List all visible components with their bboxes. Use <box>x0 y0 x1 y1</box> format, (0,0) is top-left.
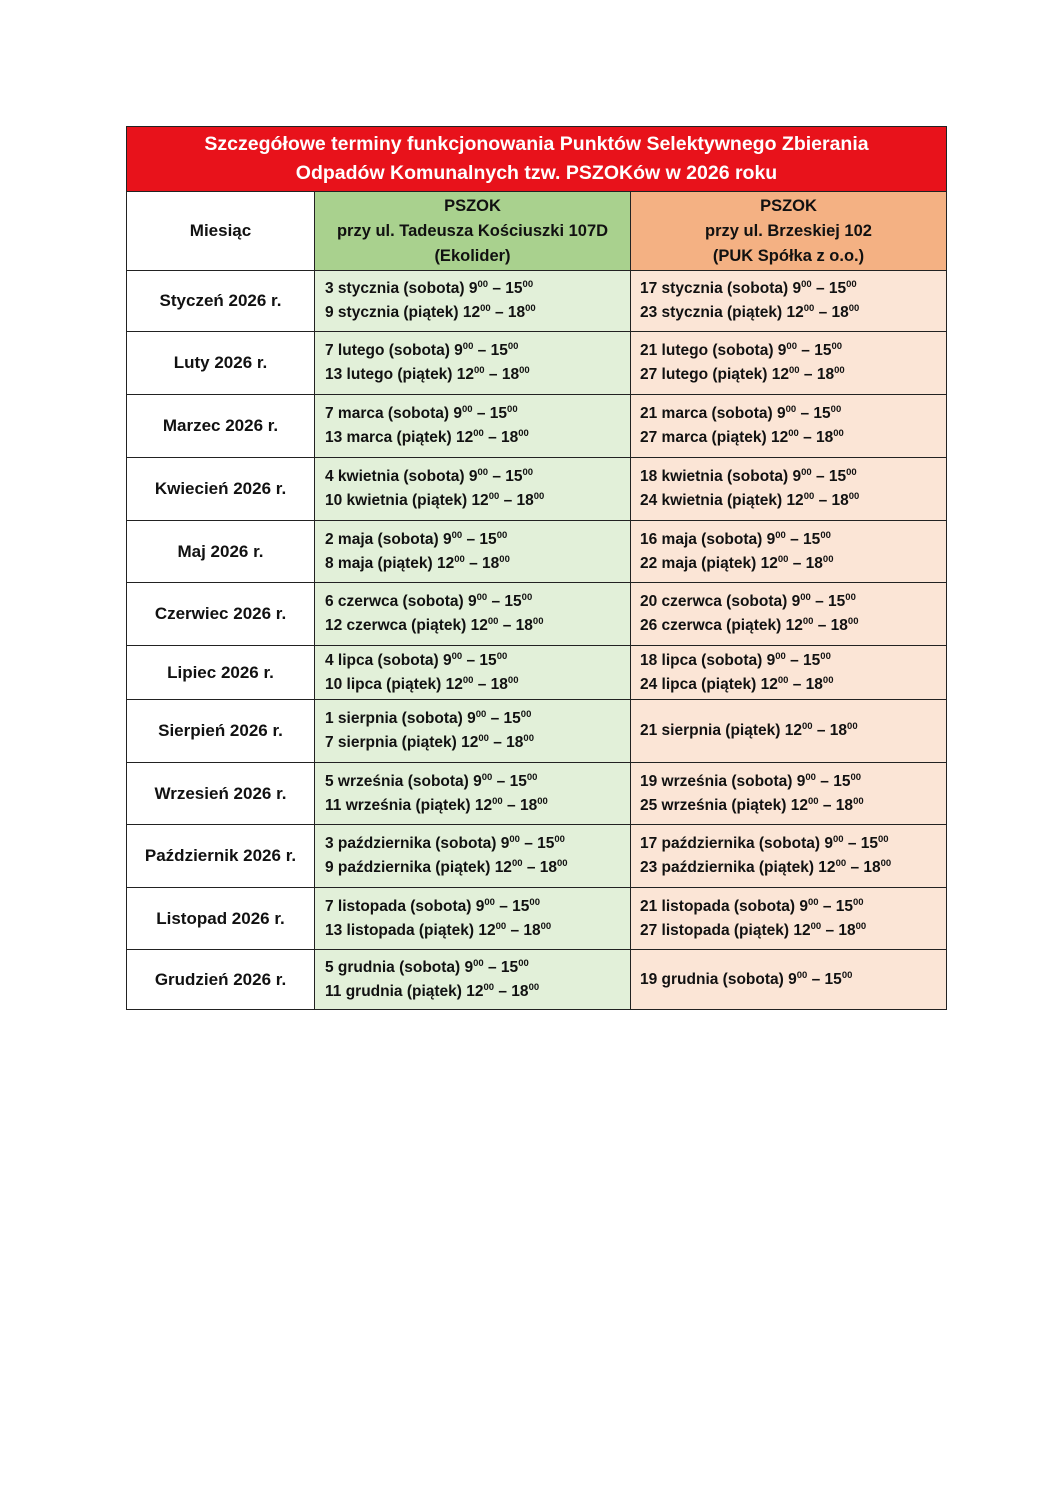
entry-text: 6 czerwca (sobota) 9 <box>325 593 477 610</box>
entry-text: 3 stycznia (sobota) 9 <box>325 280 478 297</box>
time-minutes: 00 <box>841 969 853 981</box>
entry-text: – 18 <box>498 617 533 634</box>
time-minutes: 00 <box>557 858 568 869</box>
table-row <box>127 583 947 646</box>
table-row <box>127 332 947 395</box>
entry-text: – 18 <box>814 492 849 509</box>
time-minutes: 00 <box>830 404 842 415</box>
time-minutes: 00 <box>775 529 786 541</box>
time-minutes: 00 <box>454 553 465 565</box>
time-minutes: 00 <box>522 467 534 478</box>
time-minutes: 00 <box>846 467 857 478</box>
entry-text: – 18 <box>821 921 856 939</box>
table-row <box>127 700 947 763</box>
time-minutes: 00 <box>520 709 532 720</box>
table-title <box>127 127 947 192</box>
entry-text: – 15 <box>796 405 831 422</box>
time-minutes: 00 <box>481 771 493 783</box>
schedule-entry <box>325 277 630 301</box>
entry-text: 9 października (piątek) 12 <box>325 859 512 876</box>
schedule-entry <box>640 832 946 856</box>
schedule-entry <box>325 956 630 980</box>
schedule-entry <box>640 552 946 576</box>
entry-text: 18 kwietnia (sobota) 9 <box>640 468 802 485</box>
time-minutes: 00 <box>496 529 508 541</box>
schedule-entry <box>640 919 946 943</box>
time-minutes: 00 <box>820 650 831 662</box>
time-minutes: 00 <box>529 896 540 908</box>
header-row <box>127 192 947 271</box>
table-row <box>127 763 947 825</box>
header-month: Miesiąc <box>127 192 315 271</box>
entry-text: – 18 <box>818 796 854 814</box>
time-minutes: 00 <box>537 795 548 807</box>
time-minutes: 00 <box>507 404 518 415</box>
entry-text: 7 lutego (sobota) 9 <box>325 342 463 359</box>
pszok-puk-cell <box>631 646 947 700</box>
time-minutes: 00 <box>488 491 500 502</box>
time-minutes: 00 <box>832 834 844 845</box>
pszok-ekolider-cell <box>315 521 631 583</box>
entry-text: 16 maja (sobota) 9 <box>640 530 776 548</box>
header-pszok-puk <box>631 192 947 271</box>
schedule-entry <box>640 590 946 614</box>
time-minutes: 00 <box>848 303 860 314</box>
time-minutes: 00 <box>477 467 489 478</box>
schedule-entry <box>325 426 630 450</box>
schedule-entry <box>640 649 946 673</box>
schedule-entry <box>640 339 946 363</box>
schedule-entry <box>640 426 946 450</box>
month-cell: Maj 2026 r. <box>127 521 315 583</box>
time-minutes: 00 <box>484 896 495 908</box>
month-cell: Wrzesień 2026 r. <box>127 763 315 825</box>
entry-text: 5 września (sobota) 9 <box>325 772 482 790</box>
title-row <box>127 127 947 192</box>
entry-text: – 18 <box>812 722 848 739</box>
entry-text: 24 kwietnia (piątek) 12 <box>640 492 804 509</box>
schedule-entry <box>640 528 946 552</box>
schedule-entry <box>325 590 630 614</box>
pszok-ekolider-cell <box>315 395 631 458</box>
time-minutes: 00 <box>777 674 789 686</box>
pszok-puk-cell <box>631 700 947 763</box>
pszok-puk-cell <box>631 825 947 888</box>
time-minutes: 00 <box>855 920 867 932</box>
entry-text: 3 października (sobota) 9 <box>325 835 510 852</box>
schedule-entry <box>325 770 630 794</box>
time-minutes: 00 <box>846 279 857 290</box>
time-minutes: 00 <box>523 733 534 744</box>
time-minutes: 00 <box>451 650 463 662</box>
time-minutes: 00 <box>487 616 499 627</box>
entry-text: 13 listopada (piątek) 12 <box>325 921 496 939</box>
time-minutes: 00 <box>518 428 529 439</box>
table-row <box>127 458 947 521</box>
time-minutes: 00 <box>474 365 485 376</box>
time-minutes: 00 <box>521 592 533 603</box>
table-row <box>127 521 947 583</box>
pszok-puk-cell <box>631 271 947 332</box>
time-minutes: 00 <box>788 428 799 439</box>
pszok-ekolider-cell <box>315 458 631 521</box>
pszok-ekolider-cell <box>315 950 631 1010</box>
entry-text: 25 września (piątek) 12 <box>640 796 808 814</box>
time-minutes: 00 <box>554 834 565 845</box>
time-minutes: 00 <box>777 553 789 565</box>
schedule-body <box>127 271 947 1010</box>
pszok-puk-cell <box>631 332 947 395</box>
schedule-entry <box>640 673 946 697</box>
schedule-entry <box>640 968 946 992</box>
schedule-table <box>126 126 947 1010</box>
entry-text: 23 października (piątek) 12 <box>640 859 836 876</box>
entry-text: 8 maja (piątek) 12 <box>325 554 455 572</box>
header-b-line-2: przy ul. Brzeskiej 102 <box>705 221 872 240</box>
entry-text: – 15 <box>494 897 530 915</box>
entry-text: 17 stycznia (sobota) 9 <box>640 280 802 297</box>
entry-text: 10 kwietnia (piątek) 12 <box>325 492 489 509</box>
schedule-entry <box>325 301 630 325</box>
time-minutes: 00 <box>834 365 845 376</box>
title-line-1: Szczegółowe terminy funkcjonowania Punktów Selektywnego Zbierania <box>204 133 869 155</box>
time-minutes: 00 <box>789 365 800 376</box>
time-minutes: 00 <box>803 491 815 502</box>
time-minutes: 00 <box>847 616 859 627</box>
schedule-entry <box>325 707 630 731</box>
entry-text: – 18 <box>464 554 500 572</box>
time-minutes: 00 <box>496 650 508 662</box>
time-minutes: 00 <box>786 341 797 352</box>
table-row <box>127 950 947 1010</box>
entry-text: – 15 <box>818 897 854 915</box>
month-cell: Czerwiec 2026 r. <box>127 583 315 646</box>
entry-text: 13 lutego (piątek) 12 <box>325 366 475 383</box>
schedule-entry <box>325 339 630 363</box>
time-minutes: 00 <box>850 771 862 783</box>
pszok-puk-cell <box>631 950 947 1010</box>
entry-text: 21 sierpnia (piątek) 12 <box>640 722 802 739</box>
time-minutes: 00 <box>480 303 491 314</box>
entry-text: 7 marca (sobota) 9 <box>325 405 462 422</box>
pszok-puk-cell <box>631 888 947 950</box>
header-pszok-ekolider <box>315 192 631 271</box>
pszok-puk-cell <box>631 458 947 521</box>
pszok-ekolider-cell <box>315 332 631 395</box>
table-row <box>127 271 947 332</box>
schedule-entry <box>325 856 630 880</box>
entry-text: – 15 <box>486 710 521 727</box>
schedule-entry <box>325 919 630 943</box>
time-minutes: 00 <box>473 957 484 969</box>
time-minutes: 00 <box>796 969 808 981</box>
table-row <box>127 825 947 888</box>
time-minutes: 00 <box>540 920 552 932</box>
entry-text: 19 grudnia (sobota) 9 <box>640 970 797 988</box>
time-minutes: 00 <box>785 404 797 415</box>
header-a-line-1: PSZOK <box>444 196 501 215</box>
table-row <box>127 888 947 950</box>
entry-text: 24 lipca (piątek) 12 <box>640 675 778 693</box>
entry-text: – 18 <box>788 675 823 693</box>
entry-text: – 15 <box>807 970 842 988</box>
time-minutes: 00 <box>833 428 844 439</box>
entry-text: – 18 <box>484 366 520 383</box>
schedule-entry <box>640 277 946 301</box>
time-minutes: 00 <box>801 467 812 478</box>
time-minutes: 00 <box>509 834 520 845</box>
time-minutes: 00 <box>476 592 488 603</box>
schedule-entry <box>640 301 946 325</box>
time-minutes: 00 <box>845 592 856 603</box>
entry-text: 9 stycznia (piątek) 12 <box>325 304 481 321</box>
entry-text: 12 czerwca (piątek) 12 <box>325 617 488 634</box>
entry-text: 13 marca (piątek) 12 <box>325 429 474 446</box>
header-a-line-3: (Ekolider) <box>434 246 511 265</box>
pszok-ekolider-cell <box>315 271 631 332</box>
entry-text: – 18 <box>522 859 557 876</box>
time-minutes: 00 <box>775 650 786 662</box>
pszok-puk-cell <box>631 395 947 458</box>
entry-text: – 15 <box>796 342 832 359</box>
time-minutes: 00 <box>518 957 529 969</box>
schedule-entry <box>640 614 946 638</box>
month-cell: Sierpień 2026 r. <box>127 700 315 763</box>
entry-text: – 18 <box>846 859 881 876</box>
month-cell: Marzec 2026 r. <box>127 395 315 458</box>
entry-text: 17 października (sobota) 9 <box>640 835 833 852</box>
schedule-entry <box>325 731 630 755</box>
entry-text: – 18 <box>490 304 526 321</box>
entry-text: – 18 <box>813 617 848 634</box>
entry-text: – 18 <box>788 554 823 572</box>
time-minutes: 00 <box>499 553 510 565</box>
title-line-2: Odpadów Komunalnych tzw. PSZOKów w 2026 roku <box>295 162 778 184</box>
entry-text: 4 kwietnia (sobota) 9 <box>325 468 478 485</box>
time-minutes: 00 <box>805 771 816 783</box>
entry-text: 26 czerwca (piątek) 12 <box>640 617 803 634</box>
time-minutes: 00 <box>802 616 814 627</box>
time-minutes: 00 <box>461 404 473 415</box>
entry-text: – 15 <box>487 593 522 610</box>
month-cell: Grudzień 2026 r. <box>127 950 315 1010</box>
time-minutes: 00 <box>878 834 889 845</box>
time-minutes: 00 <box>801 721 813 732</box>
time-minutes: 00 <box>492 795 503 807</box>
schedule-entry <box>640 770 946 794</box>
entry-text: 21 marca (sobota) 9 <box>640 405 786 422</box>
schedule-entry <box>640 794 946 818</box>
time-minutes: 00 <box>475 709 487 720</box>
schedule-entry <box>325 552 630 576</box>
entry-text: – 15 <box>488 280 523 297</box>
entry-text: 7 listopada (sobota) 9 <box>325 897 485 915</box>
entry-text: – 15 <box>472 405 508 422</box>
pszok-puk-cell <box>631 521 947 583</box>
schedule-entry <box>325 794 630 818</box>
entry-text: – 15 <box>810 593 846 610</box>
entry-text: – 18 <box>799 366 835 383</box>
entry-text: 10 lipca (piątek) 12 <box>325 675 463 693</box>
schedule-entry <box>325 980 630 1004</box>
entry-text: 27 listopada (piątek) 12 <box>640 921 811 939</box>
schedule-entry <box>325 402 630 426</box>
time-minutes: 00 <box>831 341 843 352</box>
time-minutes: 00 <box>847 721 858 732</box>
entry-text: – 15 <box>462 651 497 669</box>
schedule-entry <box>640 856 946 880</box>
time-minutes: 00 <box>533 491 545 502</box>
schedule-entry <box>325 528 630 552</box>
entry-text: – 15 <box>519 835 555 852</box>
time-minutes: 00 <box>801 279 812 290</box>
month-cell: Luty 2026 r. <box>127 332 315 395</box>
time-minutes: 00 <box>807 896 819 908</box>
schedule-entry <box>640 363 946 387</box>
schedule-entry <box>325 832 630 856</box>
entry-text: – 15 <box>473 342 508 359</box>
entry-text: 4 lipca (sobota) 9 <box>325 651 452 669</box>
time-minutes: 00 <box>820 529 831 541</box>
time-minutes: 00 <box>478 733 489 744</box>
time-minutes: 00 <box>495 920 507 932</box>
schedule-entry <box>325 649 630 673</box>
time-minutes: 00 <box>522 279 534 290</box>
schedule-entry <box>325 489 630 513</box>
entry-text: – 18 <box>499 492 534 509</box>
entry-text: – 15 <box>843 835 879 852</box>
schedule-entry <box>640 402 946 426</box>
time-minutes: 00 <box>507 674 519 686</box>
entry-text: – 18 <box>483 429 519 446</box>
time-minutes: 00 <box>473 428 484 439</box>
schedule-entry <box>325 363 630 387</box>
entry-text: – 15 <box>785 530 821 548</box>
time-minutes: 00 <box>451 529 463 541</box>
time-minutes: 00 <box>528 981 540 993</box>
time-minutes: 00 <box>822 553 834 565</box>
entry-text: – 15 <box>815 772 851 790</box>
time-minutes: 00 <box>853 795 864 807</box>
entry-text: – 15 <box>462 530 497 548</box>
header-a-line-2: przy ul. Tadeusza Kościuszki 107D <box>336 221 609 240</box>
time-minutes: 00 <box>462 341 474 352</box>
entry-text: – 15 <box>811 468 847 485</box>
entry-text: 1 sierpnia (sobota) 9 <box>325 710 476 727</box>
entry-text: 21 lutego (sobota) 9 <box>640 342 787 359</box>
entry-text: – 18 <box>798 429 834 446</box>
time-minutes: 00 <box>532 616 544 627</box>
schedule-entry <box>325 673 630 697</box>
entry-text: 21 listopada (sobota) 9 <box>640 897 808 915</box>
header-b-line-1: PSZOK <box>760 196 817 215</box>
entry-text: 20 czerwca (sobota) 9 <box>640 593 801 610</box>
schedule-entry <box>640 489 946 513</box>
entry-text: 2 maja (sobota) 9 <box>325 530 452 548</box>
entry-text: – 18 <box>473 675 508 693</box>
entry-text: 27 lutego (piątek) 12 <box>640 366 790 383</box>
entry-text: – 15 <box>492 772 527 790</box>
time-minutes: 00 <box>519 365 530 376</box>
month-cell: Lipiec 2026 r. <box>127 646 315 700</box>
header-b-line-3: (PUK Spółka z o.o.) <box>712 246 865 265</box>
time-minutes: 00 <box>810 920 822 932</box>
entry-text: – 15 <box>785 651 821 669</box>
time-minutes: 00 <box>526 771 538 783</box>
month-cell: Listopad 2026 r. <box>127 888 315 950</box>
pszok-puk-cell <box>631 763 947 825</box>
time-minutes: 00 <box>808 795 819 807</box>
entry-text: – 18 <box>814 304 849 321</box>
time-minutes: 00 <box>462 674 474 686</box>
time-minutes: 00 <box>477 279 489 290</box>
time-minutes: 00 <box>822 674 834 686</box>
entry-text: 11 września (piątek) 12 <box>325 796 493 814</box>
pszok-ekolider-cell <box>315 763 631 825</box>
entry-text: – 18 <box>502 796 538 814</box>
schedule-entry <box>325 614 630 638</box>
pszok-ekolider-cell <box>315 646 631 700</box>
time-minutes: 00 <box>800 592 811 603</box>
entry-text: 23 stycznia (piątek) 12 <box>640 304 804 321</box>
time-minutes: 00 <box>848 491 860 502</box>
time-minutes: 00 <box>507 341 519 352</box>
month-cell: Styczeń 2026 r. <box>127 271 315 332</box>
entry-text: – 18 <box>494 982 529 1000</box>
entry-text: 27 marca (piątek) 12 <box>640 429 789 446</box>
time-minutes: 00 <box>525 303 536 314</box>
entry-text: 7 sierpnia (piątek) 12 <box>325 734 479 751</box>
entry-text: – 18 <box>506 921 541 939</box>
entry-text: 22 maja (piątek) 12 <box>640 554 778 572</box>
entry-text: 19 września (sobota) 9 <box>640 772 806 790</box>
entry-text: 18 lipca (sobota) 9 <box>640 651 776 669</box>
pszok-ekolider-cell <box>315 700 631 763</box>
time-minutes: 00 <box>803 303 815 314</box>
pszok-ekolider-cell <box>315 888 631 950</box>
table-row <box>127 646 947 700</box>
time-minutes: 00 <box>853 896 864 908</box>
month-cell: Październik 2026 r. <box>127 825 315 888</box>
schedule-entry <box>640 465 946 489</box>
table-row <box>127 395 947 458</box>
time-minutes: 00 <box>880 858 892 869</box>
month-cell: Kwiecień 2026 r. <box>127 458 315 521</box>
time-minutes: 00 <box>483 981 495 993</box>
schedule-entry <box>325 465 630 489</box>
entry-text: – 15 <box>811 280 847 297</box>
schedule-entry <box>325 895 630 919</box>
entry-text: 5 grudnia (sobota) 9 <box>325 958 474 976</box>
time-minutes: 00 <box>511 858 523 869</box>
entry-text: – 15 <box>488 468 523 485</box>
pszok-puk-cell <box>631 583 947 646</box>
pszok-ekolider-cell <box>315 583 631 646</box>
schedule-entry <box>640 895 946 919</box>
pszok-ekolider-cell <box>315 825 631 888</box>
entry-text: – 15 <box>483 958 519 976</box>
entry-text: – 18 <box>488 734 524 751</box>
entry-text: 11 grudnia (piątek) 12 <box>325 982 484 1000</box>
schedule-entry <box>640 719 946 743</box>
time-minutes: 00 <box>835 858 847 869</box>
